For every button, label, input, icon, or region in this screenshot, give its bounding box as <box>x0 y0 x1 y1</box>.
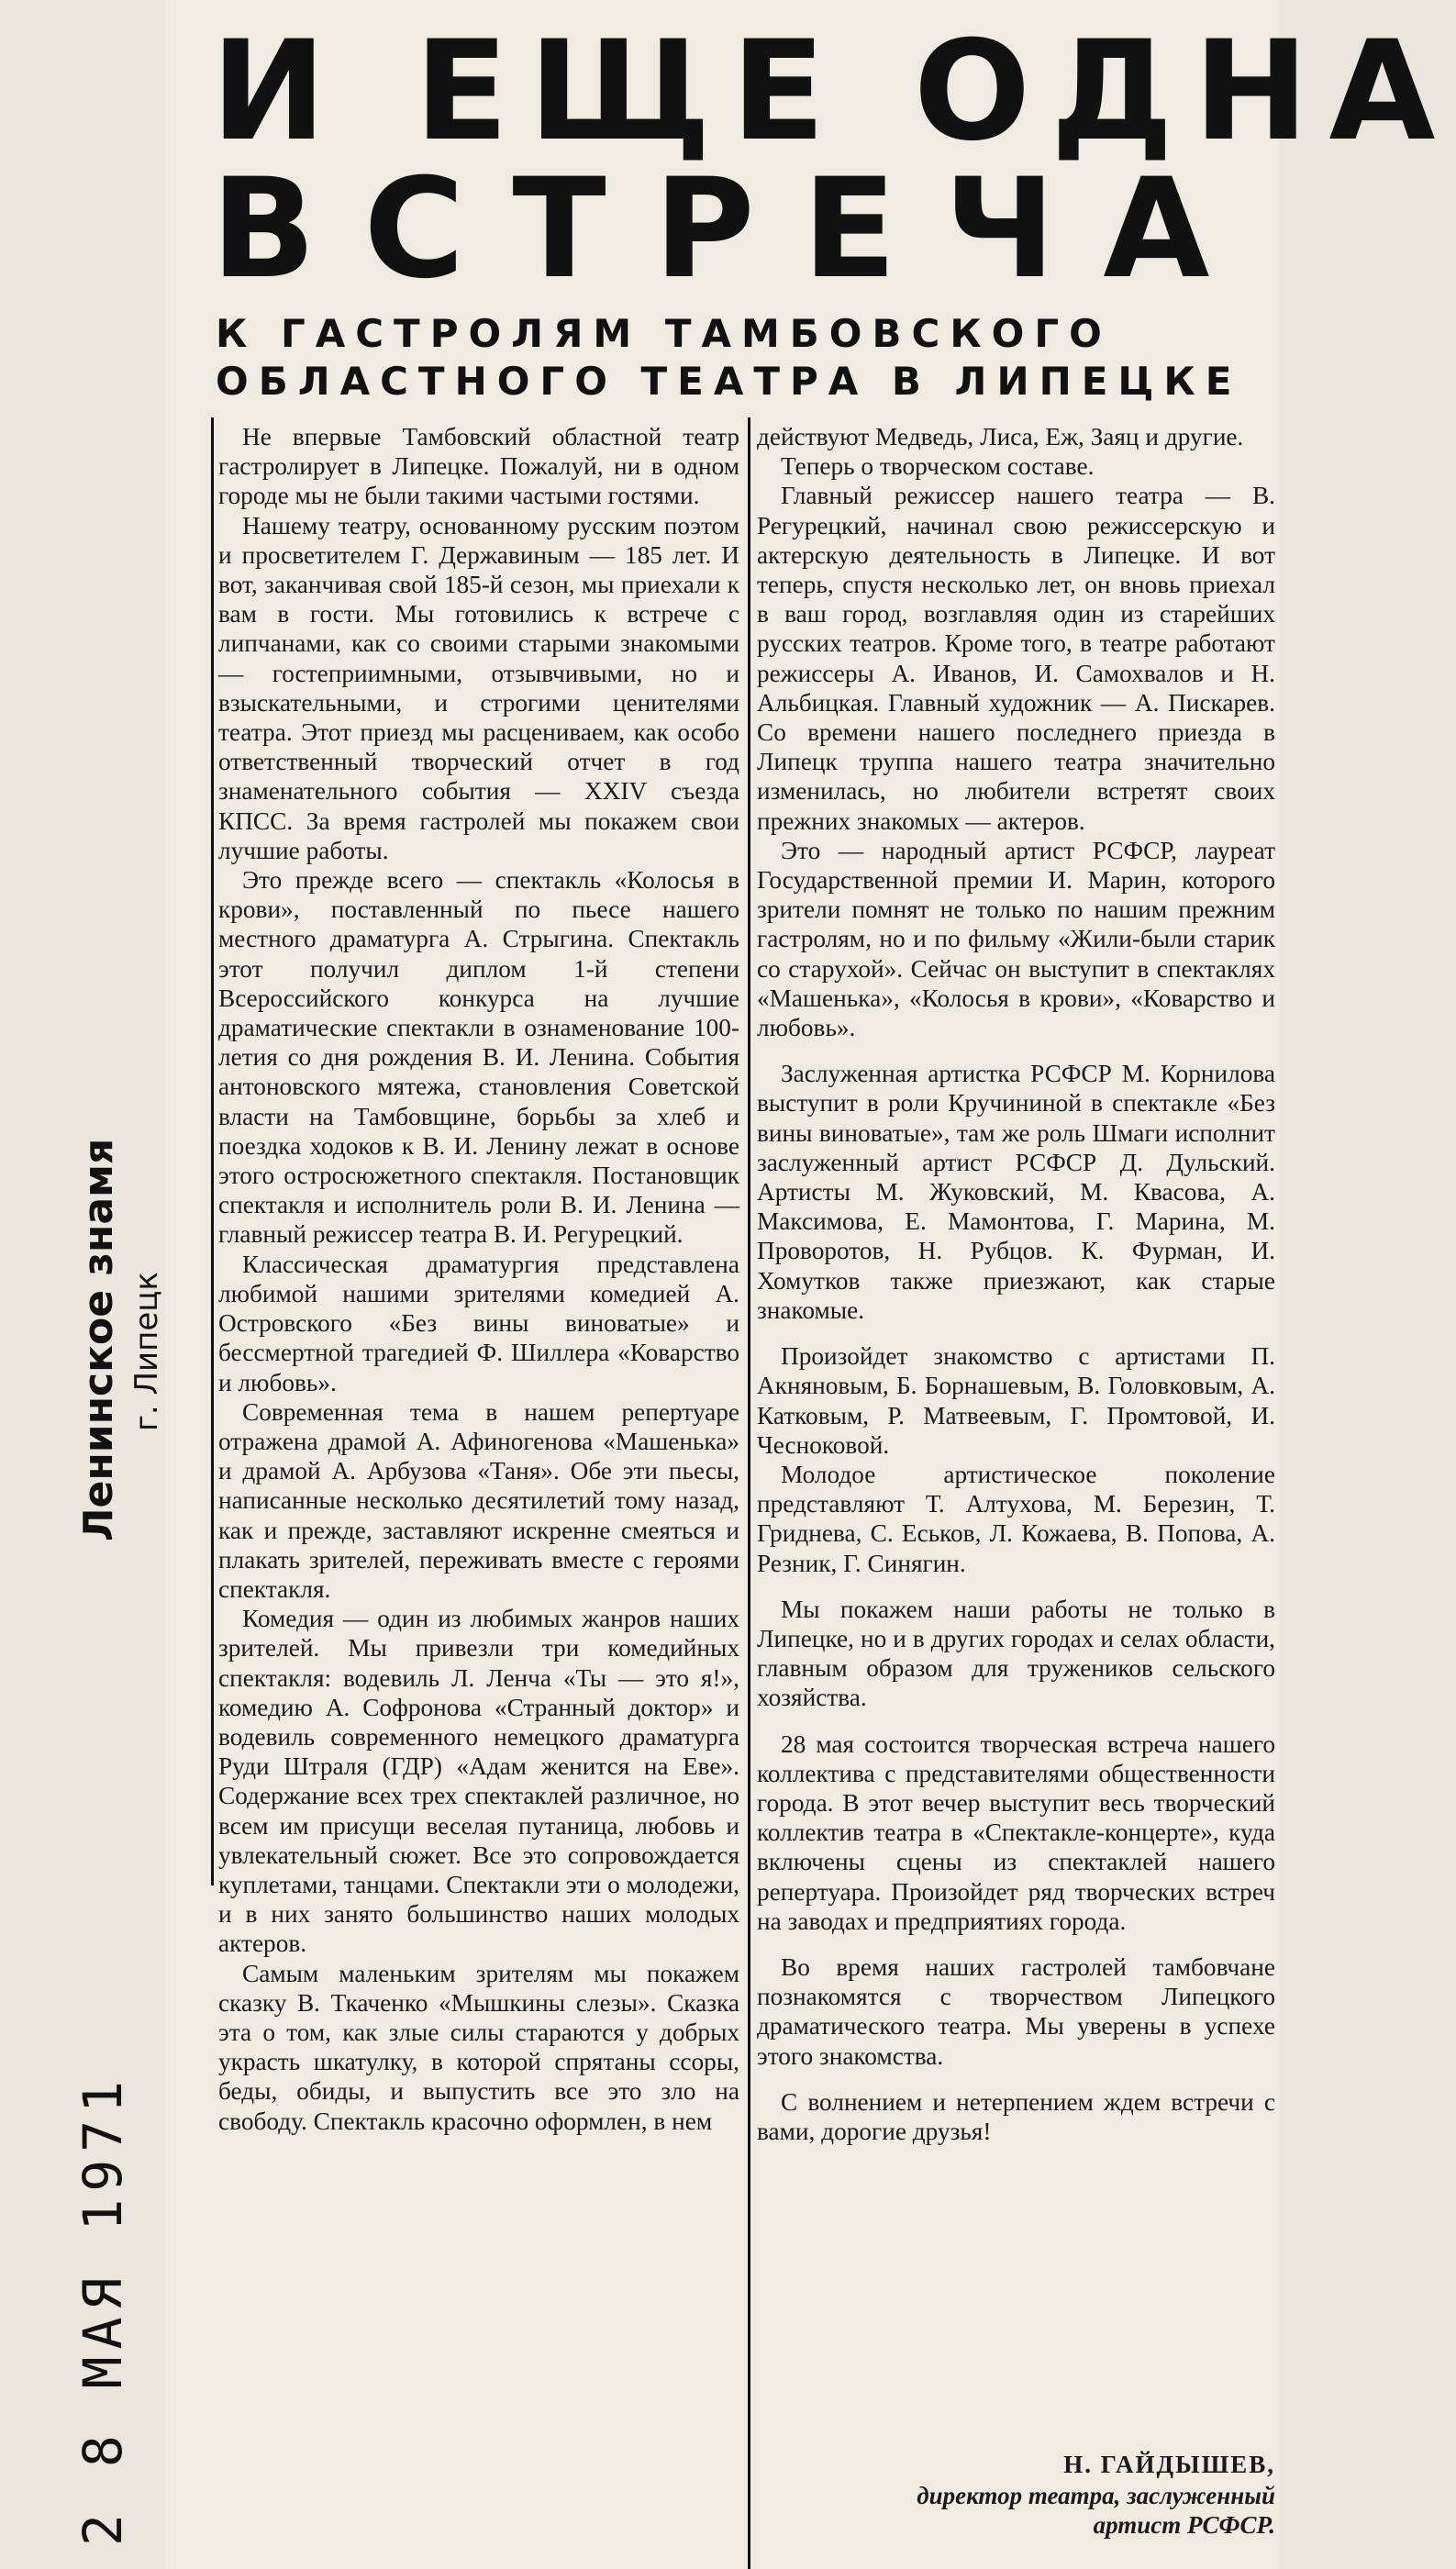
author-role-2: артист РСФСР. <box>1093 2511 1275 2539</box>
article-column-right <box>757 422 1275 2146</box>
paragraph: Теперь о творческом составе. <box>781 452 1095 481</box>
paragraph: Мы покажем наши работы не только в Липецке, но и в других городах и селах области, главным образом для тружеников сельского хозяйства. <box>757 1595 1275 1712</box>
newspaper-name: Ленинское знамя <box>75 1138 122 1541</box>
headline-line-1: И ЕЩЕ ОДНА <box>211 12 1456 172</box>
paragraph: Комедия — один из любимых жанров наших зрителей. Мы привезли три комедийных спектакля: водевиль Л. Ленча «Ты — это я!», комедию А. Софронова «Странный доктор» и водевиль современного немецкого драматурга Руди Штраля (ГДР) «Адам женится на Еве». Содержание всех трех спектаклей различное, но всем им присущи веселая путаница, любовь и увлекательный сюжет. Все это сопровождается куплетами, танцами. Спектакли эти о молодежи, и в них занято большинство наших молодых актеров. <box>218 1605 739 1958</box>
paragraph: Главный режиссер нашего театра — В. Регурецкий, начинал свою режиссерскую и актерскую деятельность в Липецке. И вот теперь, спустя несколько лет, он вновь приехал в ваш город, возглавляя один из старейших русских театров. Кроме того, в театре работают режиссеры А. Иванов, И. Самохвалов и Н. Альбицкая. Главный художник — А. Пискарев. Со времени нашего последнего приезда в Липецк труппа нашего театра значительно изменилась, но любители встретят своих прежних знакомых — актеров. <box>757 482 1275 835</box>
paragraph: Это прежде всего — спектакль «Колосья в крови», поставленный по пьесе нашего местного драматурга А. Стрыгина. Спектакль этот получил диплом 1-й степени Всероссийского конкурса на лучшие драматические спектакли в ознаменование 100-летия со дня рождения В. И. Ленина. События антоновского мятежа, становления Советской власти на Тамбовщине, борьбы за хлеб и поездка ходоков к В. И. Ленину лежат в основе этого остросюжетного спектакля. Постановщик спектакля и исполнитель роли В. И. Ленина — главный режиссер театра В. И. Регурецкий. <box>218 866 739 1249</box>
date-stamp: 2 8 МАЯ 1971 <box>72 2073 134 2546</box>
paragraph: Заслуженная артистка РСФСР М. Корнилова выступит в роли Кручининой в спектакле «Без вины виноватые», там же роль Шмаги исполнит заслуженный артист РСФСР Д. Дульский. Артисты М. Жуковский, М. Квасова, А. Максимова, Е. Мамонтова, Г. Марина, М. Проворотов, Н. Рубцов. К. Фурман, И. Хомутков также приезжают, как старые знакомые. <box>757 1060 1275 1324</box>
paragraph: 28 мая состоится творческая встреча нашего коллектива с представителями общественности города. В этот вечер выступит весь творческий коллектив театра в «Спектакле-концерте», куда включены сцены из спектаклей нашего репертуара. Произойдет ряд творческих встреч на заводах и предприятиях города. <box>757 1729 1275 1935</box>
paragraph: Это — народный артист РСФСР, лауреат Государственной премии И. Марин, которого зрители помнят не только по нашим прежним гастролям, но и по фильму «Жили-были старик со старухой». Сейчас он выступит в спектаклях «Машенька», «Колосья в крови», «Коварство и любовь». <box>757 836 1275 1042</box>
author-name: Н. ГАЙДЫШЕВ, <box>1063 2451 1275 2478</box>
paragraph: Нашему театру, основанному русским поэтом и просветителем Г. Державиным — 185 лет. И вот, заканчивая свой 185-й сезон, мы приехали к вам в гости. Мы готовились к встрече с липчанами, как со своими старыми знакомыми — гостеприимными, отзывчивыми, но и взыскательными, и строгими ценителями театра. Этот приезд мы расцениваем, как особо ответственный творческий отчет в год знаменательного события — XXIV съезда КПСС. За время гастролей мы покажем свои лучшие работы. <box>218 511 739 864</box>
subheadline-line-1: К ГАСТРОЛЯМ ТАМБОВСКОГО <box>216 311 1112 356</box>
paragraph: Во время наших гастролей тамбовчане познакомятся с творчеством Липецкого драматического театра. Мы уверены в успехе этого знакомства. <box>757 1952 1275 2070</box>
headline-line-2: ВСТРЕЧА <box>211 150 1258 309</box>
paragraph: Произойдет знакомство с артистами П. Акняновым, Б. Борнашевым, В. Головковым, А. Катковым, Р. Матвеевым, Г. Промтовой, И. Чесноковой. <box>757 1342 1275 1459</box>
paragraph: Молодое артистическое поколение представляют Т. Алтухова, М. Березин, Т. Гриднева, С. Еськов, Л. Кожаева, В. Попова, А. Резник, Г. Синягин. <box>757 1460 1275 1577</box>
paragraph: Современная тема в нашем репертуаре отражена драмой А. Афиногенова «Машенька» и драмой А. Арбузова «Таня». Обе эти пьесы, написанные несколько десятилетий тому назад, как и прежде, заставляют искренне смеяться и плакать зрителей, переживать вместе с героями спектакля. <box>218 1397 739 1603</box>
author-role: директор театра, заслуженный <box>917 2482 1275 2509</box>
paragraph: Классическая драматургия представлена любимой нашими зрителями комедией А. Островского «Без вины виноватые» и бессмертной трагедией Ф. Шиллера «Коварство и любовь». <box>218 1250 739 1396</box>
paragraph: С волнением и нетерпением ждем встречи с вами, дорогие друзья! <box>757 2087 1275 2145</box>
column-divider <box>748 417 750 2569</box>
subheadline-line-2: ОБЛАСТНОГО ТЕАТРА В ЛИПЕЦКЕ <box>216 359 1242 404</box>
newspaper-city: г. Липецк <box>128 1272 165 1431</box>
paragraph: Самым маленьким зрителям мы покажем сказку В. Ткаченко «Мышкины слезы». Сказка эта о том, как злые силы стараются у добрых украсть шкатулку, в которой спрятаны ссоры, беды, обиды, и выпустить все это зло на свободу. Спектакль красочно оформлен, в нем <box>218 1959 739 2135</box>
left-column-rule <box>211 417 214 1885</box>
paragraph: Не впервые Тамбовский областной театр гастролирует в Липецке. Пожалуй, ни в одном городе мы не были такими частыми гостями. <box>218 423 739 510</box>
paragraph: действуют Медведь, Лиса, Еж, Заяц и другие. <box>757 423 1244 450</box>
article-column-left <box>218 422 739 2136</box>
